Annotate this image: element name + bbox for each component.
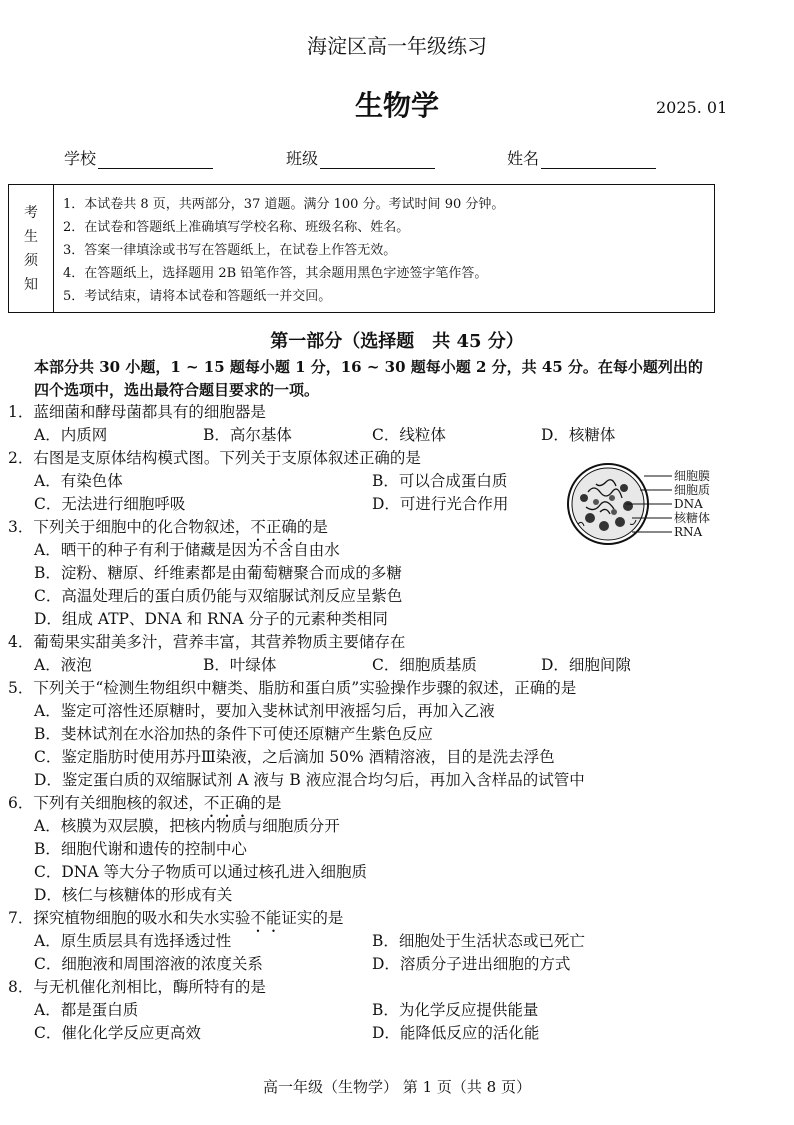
question-4-option-b[interactable]: B．叶绿体 xyxy=(203,656,277,674)
name-blank[interactable] xyxy=(541,152,656,169)
question-2-option-a[interactable]: A．有染色体 xyxy=(34,472,123,490)
notice-item: 2．在试卷和答题纸上准确填写学校名称、班级名称、姓名。 xyxy=(63,220,410,235)
page-footer: 高一年级（生物学） 第 1 页（共 8 页） xyxy=(263,1078,531,1096)
question-1-option-c[interactable]: C．线粒体 xyxy=(372,426,446,444)
notice-item: 5．考试结束，请将本试卷和答题纸一并交回。 xyxy=(63,289,332,304)
subject-title: 生物学 xyxy=(354,89,439,122)
question-6-stem-pre: 6．下列有关细胞核的叙述， xyxy=(8,794,204,812)
name-field xyxy=(507,146,656,169)
question-2-stem: 2．右图是支原体结构模式图。下列关于支原体叙述正确的是 xyxy=(8,449,421,467)
question-1-option-d[interactable]: D．核糖体 xyxy=(541,426,616,444)
notice-item: 1．本试卷共 8 页，共两部分，37 道题。满分 100 分。考试时间 90 分钟。 xyxy=(63,197,505,212)
figure-label-rna: RNA xyxy=(674,525,703,539)
question-1-stem: 1．蓝细菌和酵母菌都具有的细胞器是 xyxy=(8,403,266,421)
section-title: 第一部分（选择题 共 45 分） xyxy=(270,331,524,352)
notice-item: 4．在答题纸上，选择题用 2B 铅笔作答，其余题用黑色字迹签字笔作答。 xyxy=(63,266,488,281)
question-6-option-d[interactable]: D．核仁与核糖体的形成有关 xyxy=(34,886,233,904)
notice-label-char: 考 xyxy=(24,204,38,221)
question-8-option-c[interactable]: C．催化化学反应更高效 xyxy=(34,1024,201,1042)
question-2-option-d[interactable]: D．可进行光合作用 xyxy=(372,495,509,513)
school-label: 学校 xyxy=(64,149,97,168)
notice-label-char: 须 xyxy=(24,252,38,269)
name-label: 姓名 xyxy=(507,149,540,168)
question-1-option-b[interactable]: B．高尔基体 xyxy=(203,426,292,444)
question-7-option-d[interactable]: D．溶质分子进出细胞的方式 xyxy=(372,955,571,973)
question-8-stem: 8．与无机催化剂相比，酶所特有的是 xyxy=(8,978,266,996)
question-6-option-a[interactable]: A．核膜为双层膜，把核内物质与细胞质分开 xyxy=(34,817,340,835)
question-5-option-a[interactable]: A．鉴定可溶性还原糖时，要加入斐林试剂甲液摇匀后，再加入乙液 xyxy=(34,702,495,720)
class-label: 班级 xyxy=(286,149,319,168)
question-4-option-a[interactable]: A．液泡 xyxy=(34,656,92,674)
question-6-option-c[interactable]: C．DNA 等大分子物质可以通过核孔进入细胞质 xyxy=(34,863,367,881)
notice-label xyxy=(9,185,54,312)
question-3-option-b[interactable]: B．淀粉、糖原、纤维素都是由葡萄糖聚合而成的多糖 xyxy=(34,564,402,582)
question-7-stem-post: 证实的是 xyxy=(281,909,344,927)
question-6-stem-post: 的是 xyxy=(250,794,282,812)
notice-items xyxy=(63,193,504,308)
question-5-stem: 5．下列关于“检测生物组织中糖类、脂肪和蛋白质”实验操作步骤的叙述，正确的是 xyxy=(8,679,577,697)
question-8-option-b[interactable]: B．为化学反应提供能量 xyxy=(372,1001,539,1019)
question-6-stem-emphasis: 不正确 xyxy=(203,794,251,812)
question-5-option-b[interactable]: B．斐林试剂在水浴加热的条件下可使还原糖产生紫色反应 xyxy=(34,725,433,743)
question-7-option-c[interactable]: C．细胞液和周围溶液的浓度关系 xyxy=(34,955,263,973)
section-intro-line: 四个选项中，选出最符合题目要求的一项。 xyxy=(34,381,320,399)
notice-label-char: 知 xyxy=(24,276,38,293)
section-intro-line: 本部分共 30 小题，1 ~ 15 题每小题 1 分，16 ~ 30 题每小题 2 分，共 45 分。在每小题列出的 xyxy=(34,358,703,376)
mycoplasma-figure xyxy=(566,462,726,548)
exam-date: 2025. 01 xyxy=(656,98,728,117)
notice-label-char: 生 xyxy=(24,228,38,245)
question-3-stem-pre: 3．下列关于细胞中的化合物叙述， xyxy=(8,518,251,536)
question-7-option-b[interactable]: B．细胞处于生活状态或已死亡 xyxy=(372,932,585,950)
question-1-option-a[interactable]: A．内质网 xyxy=(34,426,108,444)
question-8-option-a[interactable]: A．都是蛋白质 xyxy=(34,1001,139,1019)
question-3-stem-post: 的是 xyxy=(296,518,328,536)
question-8-option-d[interactable]: D．能降低反应的活化能 xyxy=(372,1024,540,1042)
figure-label-membrane: 细胞膜 xyxy=(674,469,711,483)
figure-label-ribosome: 核糖体 xyxy=(674,511,711,525)
question-3-option-d[interactable]: D．组成 ATP、DNA 和 RNA 分子的元素种类相同 xyxy=(34,610,388,628)
question-6-option-b[interactable]: B．细胞代谢和遗传的控制中心 xyxy=(34,840,247,858)
question-7-option-a[interactable]: A．原生质层具有选择透过性 xyxy=(34,932,232,950)
question-3-stem-emphasis: 不正确 xyxy=(250,518,297,536)
figure-label-dna: DNA xyxy=(674,497,703,511)
school-blank[interactable] xyxy=(98,152,213,169)
question-3-option-a[interactable]: A．晒干的种子有利于储藏是因为不含自由水 xyxy=(34,541,340,559)
question-4-option-c[interactable]: C．细胞质基质 xyxy=(372,656,477,674)
exam-title: 海淀区高一年级练习 xyxy=(307,34,487,58)
notice-box xyxy=(8,184,715,313)
question-5-option-c[interactable]: C．鉴定脂肪时使用苏丹Ⅲ染液，之后滴加 50% 酒精溶液，目的是洗去浮色 xyxy=(34,748,555,766)
question-3-option-c[interactable]: C．高温处理后的蛋白质仍能与双缩脲试剂反应呈紫色 xyxy=(34,587,403,605)
notice-item: 3．答案一律填涂或书写在答题纸上，在试卷上作答无效。 xyxy=(63,243,397,258)
question-5-option-d[interactable]: D．鉴定蛋白质的双缩脲试剂 A 液与 B 液应混合均匀后，再加入含样品的试管中 xyxy=(34,771,585,789)
class-blank[interactable] xyxy=(320,152,435,169)
class-field xyxy=(286,146,435,169)
question-4-option-d[interactable]: D．细胞间隙 xyxy=(541,656,631,674)
section-intro xyxy=(34,356,724,402)
question-4-stem: 4．葡萄果实甜美多汁，营养丰富，其营养物质主要储存在 xyxy=(8,633,406,651)
question-7-stem-pre: 7．探究植物细胞的吸水和失水实验 xyxy=(8,909,251,927)
school-field xyxy=(64,146,213,169)
question-7-stem-emphasis: 不能 xyxy=(250,909,282,927)
figure-label-cytoplasm: 细胞质 xyxy=(674,483,711,497)
question-2-option-b[interactable]: B．可以合成蛋白质 xyxy=(372,472,508,490)
question-2-option-c[interactable]: C．无法进行细胞呼吸 xyxy=(34,495,186,513)
